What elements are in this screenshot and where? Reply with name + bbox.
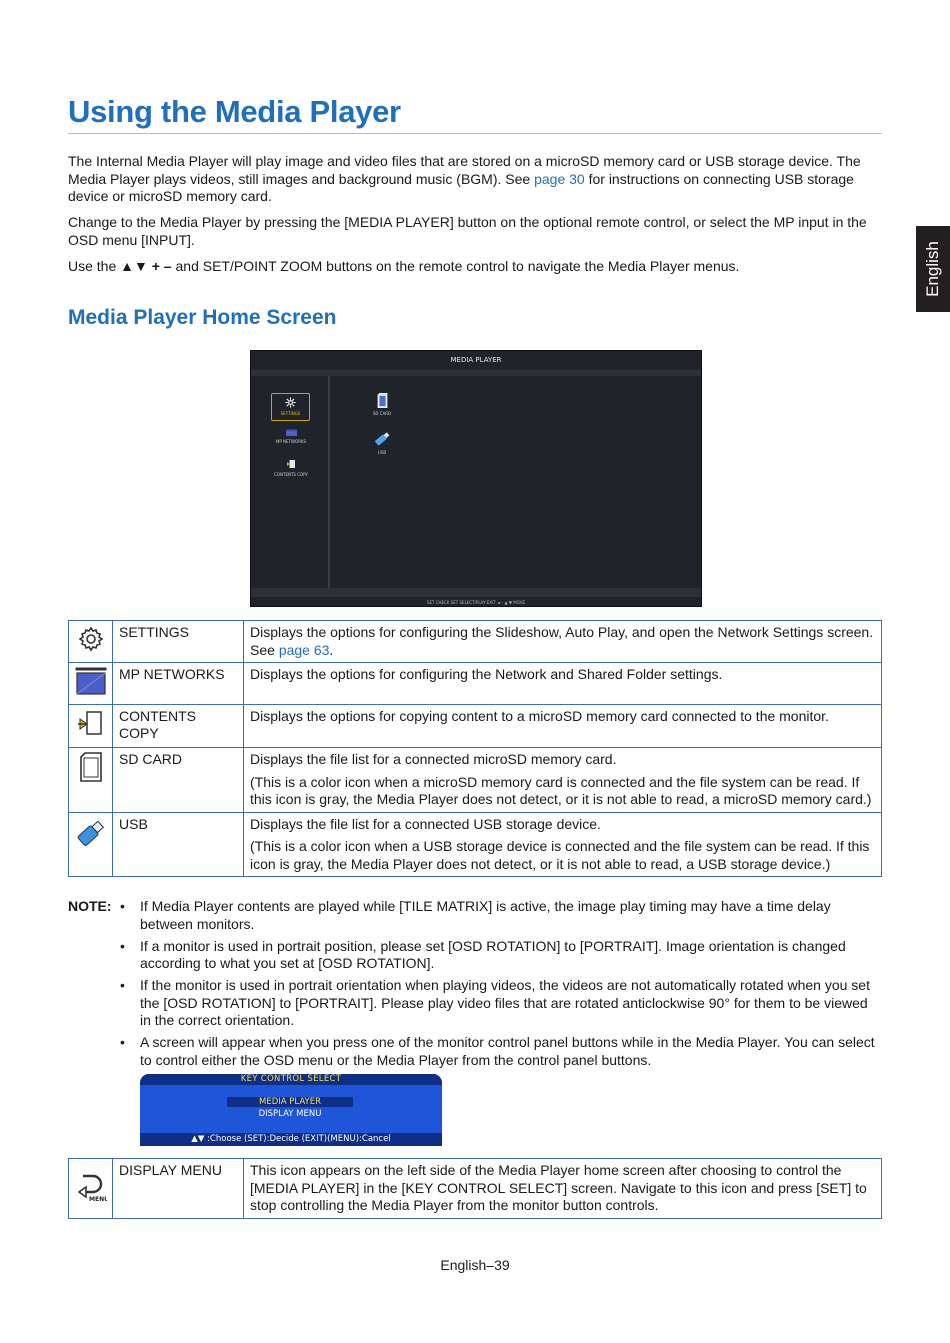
- list-item: [120, 1034, 882, 1069]
- desc-cell: [244, 704, 882, 748]
- mp-usb-item[interactable]: [366, 431, 398, 455]
- language-tab-label: English: [923, 241, 943, 297]
- display-menu-option[interactable]: DISPLAY MENU: [258, 1109, 322, 1119]
- table-row: [69, 1159, 882, 1219]
- page-title: Using the Media Player: [68, 94, 882, 134]
- intro-paragraph-3: [68, 258, 880, 276]
- network-icon: [75, 667, 107, 695]
- media-player-option[interactable]: MEDIA PLAYER: [227, 1097, 353, 1107]
- name-cell: CONTENTS COPY: [113, 704, 244, 748]
- usb-icon: [373, 431, 391, 447]
- description: [250, 624, 875, 659]
- page-30-link[interactable]: page 30: [534, 170, 585, 187]
- gear-icon: [77, 625, 105, 653]
- contents-copy-icon: [76, 709, 106, 739]
- bullet: •: [120, 898, 125, 914]
- language-tab: [916, 226, 950, 312]
- list-item: [120, 898, 882, 933]
- key-control-footer: ▲▼ :Choose (SET):Decide (EXIT)(MENU):Cancel: [140, 1133, 442, 1146]
- network-icon: [286, 429, 297, 436]
- key-control-title: KEY CONTROL SELECT: [140, 1074, 442, 1085]
- table-row: [69, 812, 882, 877]
- mp-divider: [328, 376, 330, 588]
- mp-usb-label: USB: [377, 450, 387, 455]
- display-menu-table: [68, 1158, 882, 1219]
- icon-cell: [69, 704, 113, 748]
- sd-card-icon: [377, 393, 388, 408]
- list-item: [120, 977, 882, 1030]
- return-menu-icon: [75, 1170, 107, 1202]
- bullet: •: [120, 977, 125, 993]
- note-text: If a monitor is used in portrait position, please set [OSD ROTATION] to [PORTRAIT]. Image orientation is changed according to what you set at [OSD ROTATION].: [140, 937, 846, 971]
- mp-sd-card-label: SD CARD: [372, 411, 392, 416]
- icon-cell: [69, 663, 113, 705]
- note-text: If the monitor is used in portrait orientation when playing videos, the videos are not automatically rotated when you set the [OSD ROTATION] to [PORTRAIT]. Please play video files that are rotated anticlockwise 90° for them to be viewed in the correct orientation.: [140, 977, 870, 1028]
- desc-cell: [244, 1159, 882, 1219]
- desc-cell: [244, 748, 882, 813]
- intro-text: Use the: [68, 258, 121, 274]
- description-text: .: [329, 641, 334, 658]
- mp-contents-copy-label: CONTENTS COPY: [274, 472, 308, 477]
- sd-card-icon: [79, 752, 103, 782]
- note-text: If Media Player contents are played while [TILE MATRIX] is active, the image play timing may have a time delay between monitors.: [140, 898, 831, 932]
- mp-bottom-bar: [251, 588, 701, 597]
- mp-screen-title: MEDIA PLAYER: [450, 356, 502, 364]
- mp-footer-hints: SET CHECK SET SELECT/PLAY EXIT ◄ – ▲ ▼ MOVE: [426, 600, 526, 605]
- name-cell: MP NETWORKS: [113, 663, 244, 705]
- description-note: (This is a color icon when a USB storage device is connected and the file system can be read. If this icon is gray, the Media Player does not detect, or it is not able to read, a USB storage device.): [250, 838, 870, 872]
- note-text: A screen will appear when you press one of the monitor control panel buttons while in the Media Player. You can select to control either the OSD menu or the Media Player from the control panel buttons.: [140, 1034, 875, 1068]
- note-list: [120, 898, 882, 1074]
- intro-text: for instructions on connecting USB storage device or microSD memory card.: [68, 170, 854, 204]
- mp-settings-item[interactable]: [271, 393, 310, 421]
- description-text: Displays the options for configuring the Slideshow, Auto Play, and open the Network Settings screen. See: [250, 624, 874, 658]
- intro-text: The Internal Media Player will play image and video files that are stored on a microSD memory card or USB storage device. The Media Player plays videos, still images and background music (BGM). See: [68, 153, 861, 187]
- name-cell: SD CARD: [113, 748, 244, 813]
- name-cell: USB: [113, 812, 244, 877]
- bullet: •: [120, 1034, 125, 1050]
- list-item: [120, 938, 882, 973]
- table-row: [69, 663, 882, 705]
- mp-networks-label: MP NETWORKS: [275, 439, 307, 444]
- mp-top-bar: [251, 370, 701, 376]
- mp-sd-card-item[interactable]: [366, 393, 398, 416]
- icon-cell: [69, 812, 113, 877]
- media-player-screenshot: [250, 350, 702, 607]
- desc-cell: [244, 621, 882, 663]
- mp-networks-item[interactable]: [271, 429, 311, 444]
- intro-paragraph-2: Change to the Media Player by pressing the [MEDIA PLAYER] button on the optional remote control, or select the MP input in the OSD menu [INPUT].: [68, 214, 867, 248]
- section-title: Media Player Home Screen: [68, 306, 337, 329]
- page-63-link[interactable]: page 63: [278, 641, 330, 658]
- table-row: [69, 621, 882, 663]
- page-footer: English–39: [440, 1257, 510, 1273]
- desc-cell: [244, 663, 882, 705]
- icon-cell: [69, 1159, 113, 1219]
- intro-text: and SET/POINT ZOOM buttons on the remote control to navigate the Media Player menus.: [171, 258, 740, 274]
- usb-icon: [75, 817, 107, 849]
- intro-paragraph-1: [68, 153, 880, 206]
- desc-cell: [244, 812, 882, 877]
- description: Displays the file list for a connected microSD memory card.: [250, 751, 617, 767]
- table-row: [69, 704, 882, 748]
- bullet: •: [120, 937, 125, 954]
- navigation-keys: ▲▼ + –: [120, 258, 172, 274]
- gear-icon: [285, 397, 296, 408]
- mp-settings-label: SETTINGS: [280, 411, 301, 416]
- mp-contents-copy-item[interactable]: [271, 459, 311, 477]
- icon-cell: [69, 748, 113, 813]
- name-cell: SETTINGS: [113, 621, 244, 663]
- description: Displays the options for configuring the Network and Shared Folder settings.: [250, 666, 723, 682]
- description: This icon appears on the left side of the Media Player home screen after choosing to control the [MEDIA PLAYER] in the [KEY CONTROL SELECT] screen. Navigate to this icon and press [SET] to stop controlling the Media Player from the monitor button controls.: [250, 1162, 867, 1213]
- table-row: [69, 748, 882, 813]
- contents-copy-icon: [286, 459, 296, 469]
- menu-icon-label: MENU: [88, 1196, 107, 1202]
- description-note: (This is a color icon when a microSD memory card is connected and the file system can be read. If this icon is gray, the Media Player does not detect, or it is not able to read, a microSD memory card.): [250, 773, 872, 807]
- icon-table: [68, 620, 882, 877]
- description: Displays the options for copying content to a microSD memory card connected to the monitor.: [250, 707, 829, 724]
- icon-cell: [69, 621, 113, 663]
- name-cell: DISPLAY MENU: [113, 1159, 244, 1219]
- description: Displays the file list for a connected USB storage device.: [250, 815, 601, 832]
- note-label: NOTE:: [68, 898, 112, 914]
- key-control-select-screenshot: [140, 1074, 442, 1146]
